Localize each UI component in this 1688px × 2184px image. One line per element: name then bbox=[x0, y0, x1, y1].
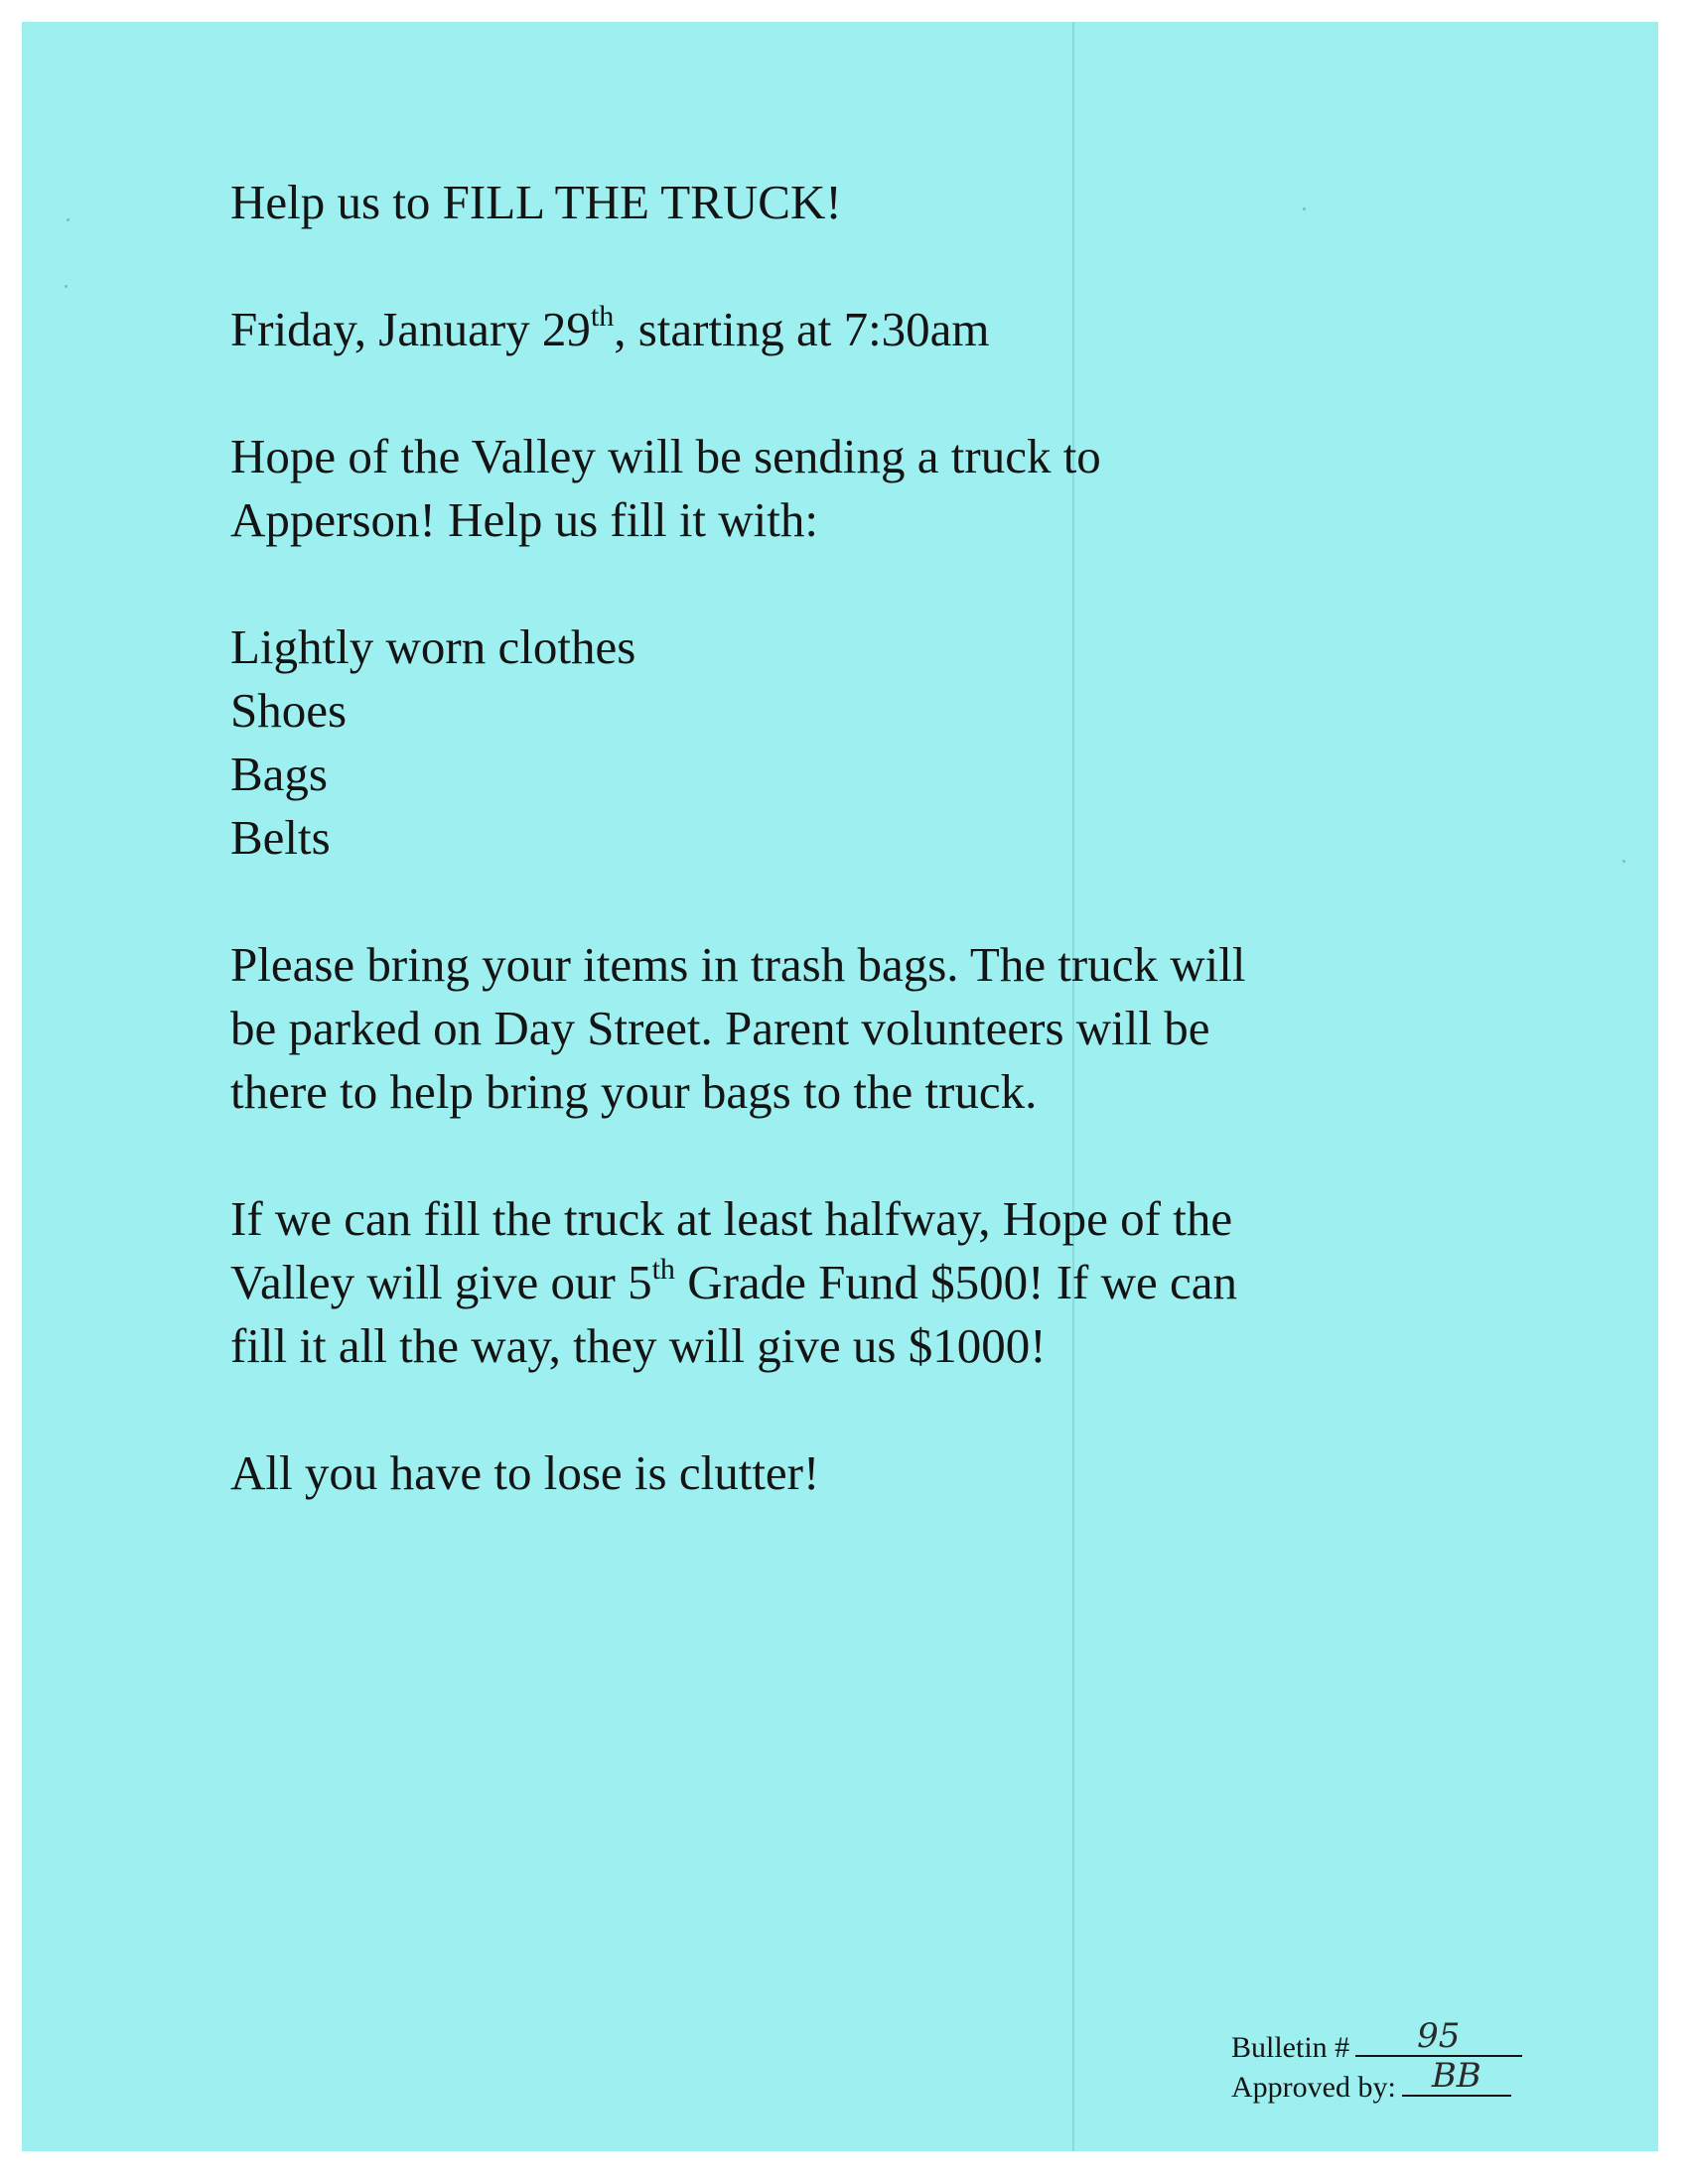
instructions-line: be parked on Day Street. Parent volunteers will be bbox=[230, 1001, 1210, 1055]
intro-line: Hope of the Valley will be sending a truck to bbox=[230, 429, 1101, 483]
approved-label: Approved by: bbox=[1231, 2071, 1396, 2104]
reward-line: Grade Fund $500! If we can bbox=[674, 1255, 1237, 1309]
donation-items-list bbox=[230, 615, 1442, 870]
approved-by-row bbox=[1231, 2056, 1522, 2105]
date-text: Friday, January 29 bbox=[230, 302, 591, 356]
bulletin-label: Bulletin # bbox=[1231, 2031, 1350, 2064]
event-date bbox=[230, 298, 1442, 361]
closing-paragraph bbox=[230, 1441, 1442, 1505]
reward-line: If we can fill the truck at least halfway, Hope of the bbox=[230, 1191, 1233, 1246]
heading-text: Help us to FILL THE TRUCK! bbox=[230, 175, 842, 229]
list-item: Bags bbox=[230, 747, 328, 801]
flyer-content bbox=[230, 171, 1442, 1505]
date-ordinal: th bbox=[590, 300, 615, 333]
intro-paragraph bbox=[230, 425, 1442, 552]
approved-by-field bbox=[1402, 2056, 1511, 2097]
bulletin-number-value: 95 bbox=[1417, 2016, 1461, 2056]
grade-ordinal: th bbox=[651, 1253, 675, 1286]
instructions-line: Please bring your items in trash bags. The truck will bbox=[230, 937, 1246, 992]
list-item: Shoes bbox=[230, 683, 348, 738]
list-item: Belts bbox=[230, 810, 331, 865]
closing-text: All you have to lose is clutter! bbox=[230, 1445, 820, 1500]
list-item: Lightly worn clothes bbox=[230, 619, 636, 674]
instructions-line: there to help bring your bags to the truck. bbox=[230, 1064, 1038, 1119]
scan-speck bbox=[65, 285, 68, 288]
reward-line: Valley will give our 5 bbox=[230, 1255, 652, 1309]
instructions-paragraph bbox=[230, 933, 1442, 1124]
intro-line: Apperson! Help us fill it with: bbox=[230, 492, 819, 547]
reward-line: fill it all the way, they will give us $1000! bbox=[230, 1318, 1047, 1373]
scan-speck bbox=[67, 218, 70, 221]
approval-footer bbox=[1231, 2016, 1522, 2105]
date-time: , starting at 7:30am bbox=[614, 302, 990, 356]
scan-speck bbox=[1622, 860, 1625, 863]
reward-paragraph bbox=[230, 1187, 1442, 1378]
flyer-heading bbox=[230, 171, 1442, 234]
approved-by-initials: BB bbox=[1431, 2056, 1481, 2096]
bulletin-number-field bbox=[1355, 2016, 1522, 2057]
flyer-page bbox=[22, 22, 1658, 2151]
